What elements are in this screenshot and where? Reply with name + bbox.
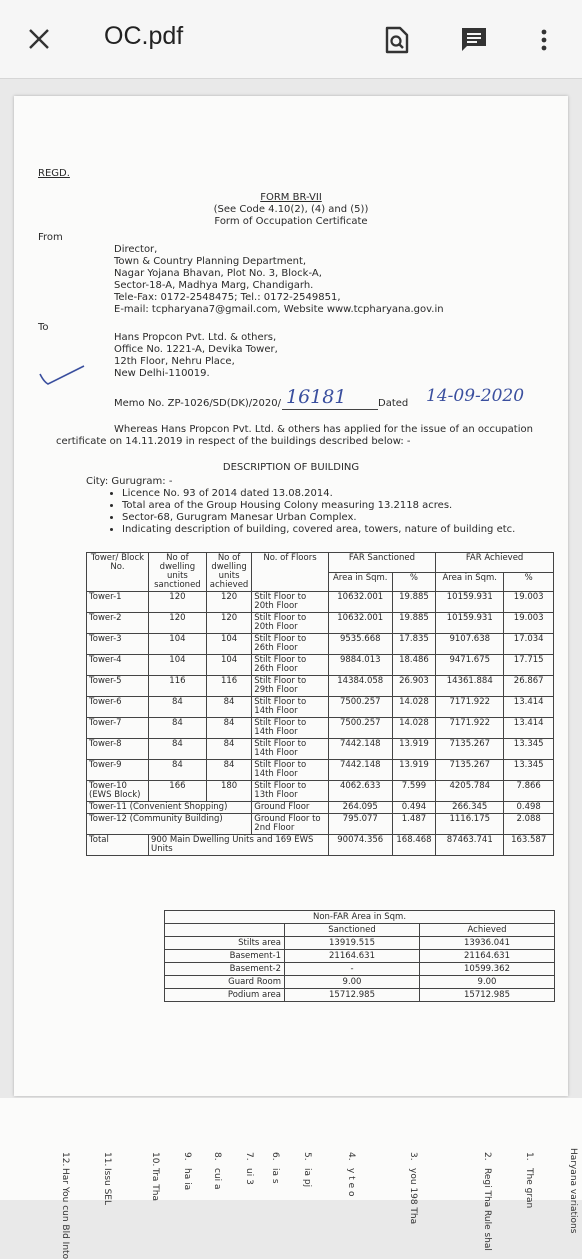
cell-far-sanctioned-area: 10632.001 <box>328 592 392 613</box>
table-row <box>87 634 554 655</box>
cell-floors: Stilt Floor to 13th Floor <box>252 781 328 802</box>
cell-far-achieved-pct: 13.345 <box>504 739 554 760</box>
cell-units-achieved: 120 <box>206 613 251 634</box>
non-far-sanctioned: 13919.515 <box>285 937 420 950</box>
list-number: 2. <box>482 1152 492 1161</box>
list-text: ui 3 <box>244 1168 254 1185</box>
non-far-achieved: 21164.631 <box>420 950 555 963</box>
far-table <box>86 552 554 856</box>
non-far-sanctioned: 9.00 <box>285 976 420 989</box>
memo-number-handwritten: 16181 <box>286 386 347 408</box>
cell-tower: Tower-4 <box>87 655 149 676</box>
list-text: Regi Tha Rule shal <box>482 1168 492 1251</box>
non-far-sanctioned: 21164.631 <box>285 950 420 963</box>
cell-far-achieved-area: 7135.267 <box>436 739 504 760</box>
header-pct: % <box>392 572 435 592</box>
table-row <box>165 937 555 950</box>
list-number: 8. <box>212 1152 222 1161</box>
table-row <box>87 676 554 697</box>
non-far-sanctioned: 15712.985 <box>285 989 420 1002</box>
cell-far-achieved-pct: 7.866 <box>504 781 554 802</box>
cell-units-achieved: 84 <box>206 760 251 781</box>
table-row <box>87 760 554 781</box>
table-row <box>165 989 555 1002</box>
cell-floors: Stilt Floor to 20th Floor <box>252 592 328 613</box>
cell-far-sanctioned-area: 795.077 <box>328 814 392 835</box>
cell-far-achieved-area: 7135.267 <box>436 760 504 781</box>
cell-tower: Tower-9 <box>87 760 149 781</box>
cell-far-sanctioned-pct: 13.919 <box>392 760 435 781</box>
header-area: Area in Sqm. <box>328 572 392 592</box>
cell-far-achieved-area: 7171.922 <box>436 697 504 718</box>
to-line: Hans Propcon Pvt. Ltd. & others, <box>114 332 277 343</box>
to-line: 12th Floor, Nehru Place, <box>114 356 235 367</box>
from-line: Town & Country Planning Department, <box>114 256 307 267</box>
cell-far-sanctioned-pct: 19.885 <box>392 613 435 634</box>
from-line: Sector-18-A, Madhya Marg, Chandigarh. <box>114 280 314 291</box>
next-pdf-page[interactable] <box>0 1098 582 1259</box>
table-row <box>87 718 554 739</box>
cell-tower: Tower-11 (Convenient Shopping) <box>87 802 252 814</box>
cell-far-achieved-area: 4205.784 <box>436 781 504 802</box>
more-vertical-icon[interactable] <box>536 28 552 52</box>
form-code: (See Code 4.10(2), (4) and (5)) <box>213 204 369 215</box>
list-number: 4. <box>346 1152 356 1161</box>
file-name: OC.pdf <box>104 22 184 50</box>
non-far-label: Basement-1 <box>165 950 285 963</box>
bullet-item: • Total area of the Group Housing Colony measuring 13.2118 acres. <box>122 500 515 512</box>
cell-units-sanctioned: 166 <box>148 781 206 802</box>
regd-label: REGD. <box>38 168 70 179</box>
list-number: 12. <box>60 1152 70 1167</box>
list-text: Issu SEL <box>102 1168 112 1206</box>
non-far-achieved: 10599.362 <box>420 963 555 976</box>
non-far-achieved: 13936.041 <box>420 937 555 950</box>
cell-floors: Stilt Floor to 26th Floor <box>252 655 328 676</box>
description-bullets <box>104 488 515 536</box>
cell-far-sanctioned-pct: 1.487 <box>392 814 435 835</box>
cell-far-sanctioned-pct: 14.028 <box>392 718 435 739</box>
list-text: you 198 Tha <box>408 1168 418 1225</box>
to-line: Office No. 1221-A, Devika Tower, <box>114 344 278 355</box>
cell-tower: Tower-8 <box>87 739 149 760</box>
cell-far-sanctioned-pct: 17.835 <box>392 634 435 655</box>
cell-units-achieved: 104 <box>206 655 251 676</box>
cell-far-achieved-pct: 13.414 <box>504 718 554 739</box>
cell-floors: Stilt Floor to 14th Floor <box>252 760 328 781</box>
cell-units-sanctioned: 84 <box>148 697 206 718</box>
table-row <box>87 802 554 814</box>
cell-far-sanctioned-pct: 18.486 <box>392 655 435 676</box>
cell-far-sanctioned-area: 14384.058 <box>328 676 392 697</box>
cell-far-sanctioned-pct: 7.599 <box>392 781 435 802</box>
dated-label: Dated <box>378 398 409 409</box>
cell-far-achieved-area: 14361.884 <box>436 676 504 697</box>
list-number: 7. <box>244 1152 254 1161</box>
cell-far-achieved-pct: 19.003 <box>504 592 554 613</box>
form-title: FORM BR-VII <box>260 192 322 203</box>
cell-far-sanctioned-pct: 168.468 <box>392 835 435 856</box>
cell-total-label: Total <box>87 835 149 856</box>
cell-far-achieved-area: 266.345 <box>436 802 504 814</box>
non-far-sanctioned-header: Sanctioned <box>285 924 420 937</box>
cell-far-achieved-area: 9107.638 <box>436 634 504 655</box>
next-page-header: Haryana variations <box>568 1148 578 1234</box>
cell-units-sanctioned: 84 <box>148 739 206 760</box>
cell-far-achieved-pct: 17.715 <box>504 655 554 676</box>
non-far-label: Stilts area <box>165 937 285 950</box>
comment-icon[interactable] <box>460 26 488 54</box>
list-text: Tra Tha <box>150 1168 160 1201</box>
cell-units-sanctioned: 104 <box>148 655 206 676</box>
from-line: Tele-Fax: 0172-2548475; Tel.: 0172-2549851, <box>114 292 341 303</box>
table-row <box>87 697 554 718</box>
list-text: ia s <box>270 1168 280 1184</box>
cell-floors: Stilt Floor to 14th Floor <box>252 697 328 718</box>
table-row <box>165 976 555 989</box>
table-row <box>165 963 555 976</box>
cell-tower: Tower-2 <box>87 613 149 634</box>
list-number: 11. <box>102 1152 112 1167</box>
header-units-sanctioned: No of dwelling units sanctioned <box>148 553 206 592</box>
cell-units-achieved: 84 <box>206 718 251 739</box>
cell-far-achieved-area: 87463.741 <box>436 835 504 856</box>
memo-prefix: Memo No. ZP-1026/SD(DK)/2020/ <box>114 398 281 409</box>
list-number: 6. <box>270 1152 280 1161</box>
cell-floors: Stilt Floor to 14th Floor <box>252 739 328 760</box>
non-far-sanctioned: - <box>285 963 420 976</box>
cell-far-achieved-pct: 13.345 <box>504 760 554 781</box>
cell-far-achieved-pct: 17.034 <box>504 634 554 655</box>
pdf-page[interactable] <box>14 96 568 1096</box>
cell-units-achieved: 116 <box>206 676 251 697</box>
cell-far-achieved-pct: 26.867 <box>504 676 554 697</box>
non-far-label: Podium area <box>165 989 285 1002</box>
cell-units-sanctioned: 104 <box>148 634 206 655</box>
cell-far-achieved-area: 10159.931 <box>436 613 504 634</box>
header-far-achieved: FAR Achieved <box>436 553 554 573</box>
cell-far-achieved-pct: 13.414 <box>504 697 554 718</box>
cell-floors: Stilt Floor to 29th Floor <box>252 676 328 697</box>
list-text: y t e o <box>346 1168 356 1197</box>
cell-far-sanctioned-area: 4062.633 <box>328 781 392 802</box>
cell-far-sanctioned-area: 7500.257 <box>328 697 392 718</box>
non-far-label: Basement-2 <box>165 963 285 976</box>
description-heading: DESCRIPTION OF BUILDING <box>222 462 360 473</box>
cell-far-achieved-area: 1116.175 <box>436 814 504 835</box>
cell-far-sanctioned-area: 7442.148 <box>328 739 392 760</box>
cell-units-achieved: 84 <box>206 697 251 718</box>
list-text: ha ia <box>182 1168 192 1191</box>
cell-units-sanctioned: 84 <box>148 718 206 739</box>
non-far-achieved-header: Achieved <box>420 924 555 937</box>
cell-floors: Ground Floor <box>252 802 328 814</box>
from-line: E-mail: tcpharyana7@gmail.com, Website www.tcpharyana.gov.in <box>114 304 444 315</box>
cell-units-achieved: 120 <box>206 592 251 613</box>
cell-units-sanctioned: 84 <box>148 760 206 781</box>
table-row <box>87 613 554 634</box>
list-text: cui a <box>212 1168 222 1190</box>
cell-floors: Stilt Floor to 14th Floor <box>252 718 328 739</box>
cell-tower: Tower-7 <box>87 718 149 739</box>
non-far-achieved: 9.00 <box>420 976 555 989</box>
cell-far-achieved-area: 10159.931 <box>436 592 504 613</box>
cell-far-sanctioned-area: 10632.001 <box>328 613 392 634</box>
cell-far-achieved-pct: 163.587 <box>504 835 554 856</box>
tower-rows <box>87 592 554 856</box>
header-units-achieved: No of dwelling units achieved <box>206 553 251 592</box>
header-area: Area in Sqm. <box>436 572 504 592</box>
cell-tower: Tower-12 (Community Building) <box>87 814 252 835</box>
cell-units-sanctioned: 116 <box>148 676 206 697</box>
find-in-page-icon[interactable] <box>384 26 410 54</box>
list-number: 1. <box>524 1152 534 1161</box>
cell-units-sanctioned: 120 <box>148 613 206 634</box>
table-row <box>87 781 554 802</box>
cell-tower: Tower-3 <box>87 634 149 655</box>
list-number: 9. <box>182 1152 192 1161</box>
header-far-sanctioned: FAR Sanctioned <box>328 553 435 573</box>
table-row <box>165 950 555 963</box>
non-far-title: Non-FAR Area in Sqm. <box>165 911 555 924</box>
cell-far-achieved-area: 7171.922 <box>436 718 504 739</box>
cell-far-achieved-area: 9471.675 <box>436 655 504 676</box>
non-far-table <box>164 910 555 1002</box>
cell-floors: Stilt Floor to 26th Floor <box>252 634 328 655</box>
non-far-label: Guard Room <box>165 976 285 989</box>
cell-far-sanctioned-pct: 14.028 <box>392 697 435 718</box>
header-pct: % <box>504 572 554 592</box>
non-far-empty-header <box>165 924 285 937</box>
cell-far-sanctioned-area: 9884.013 <box>328 655 392 676</box>
table-row <box>87 739 554 760</box>
form-name: Form of Occupation Certificate <box>214 216 368 227</box>
list-text: ia pj <box>302 1168 312 1188</box>
list-number: 10. <box>150 1152 160 1167</box>
cell-far-achieved-pct: 19.003 <box>504 613 554 634</box>
cell-units-sanctioned: 120 <box>148 592 206 613</box>
cell-far-sanctioned-area: 90074.356 <box>328 835 392 856</box>
table-row-total <box>87 835 554 856</box>
list-number: 3. <box>408 1152 418 1161</box>
cell-units-achieved: 104 <box>206 634 251 655</box>
cell-far-sanctioned-area: 264.095 <box>328 802 392 814</box>
cell-far-achieved-pct: 2.088 <box>504 814 554 835</box>
table-row <box>87 814 554 835</box>
cell-floors: Ground Floor to 2nd Floor <box>252 814 328 835</box>
cell-total-units: 900 Main Dwelling Units and 169 EWS Units <box>148 835 328 856</box>
cell-tower: Tower-1 <box>87 592 149 613</box>
header-floors: No. of Floors <box>252 553 328 592</box>
cell-tower: Tower-5 <box>87 676 149 697</box>
header-tower: Tower/ Block No. <box>87 553 149 592</box>
cell-tower: Tower-10 (EWS Block) <box>87 781 149 802</box>
from-line: Director, <box>114 244 158 255</box>
from-label: From <box>38 232 63 243</box>
cell-far-sanctioned-pct: 19.885 <box>392 592 435 613</box>
cell-far-sanctioned-pct: 13.919 <box>392 739 435 760</box>
bullet-item: • Licence No. 93 of 2014 dated 13.08.2014. <box>122 488 515 500</box>
cell-far-sanctioned-pct: 26.903 <box>392 676 435 697</box>
memo-underline <box>282 409 378 410</box>
bullet-item: • Sector-68, Gurugram Manesar Urban Complex. <box>122 512 515 524</box>
cell-far-achieved-pct: 0.498 <box>504 802 554 814</box>
bullet-item: • Indicating description of building, covered area, towers, nature of building etc. <box>122 524 515 536</box>
cell-tower: Tower-6 <box>87 697 149 718</box>
cell-units-achieved: 84 <box>206 739 251 760</box>
table-row <box>87 592 554 613</box>
list-text: Har You cun Bld Into <box>60 1168 70 1259</box>
list-number: 5. <box>302 1152 312 1161</box>
close-icon[interactable] <box>26 26 52 52</box>
to-label: To <box>38 322 49 333</box>
app-bar <box>0 0 582 79</box>
from-line: Nagar Yojana Bhavan, Plot No. 3, Block-A, <box>114 268 322 279</box>
cell-far-sanctioned-area: 7500.257 <box>328 718 392 739</box>
non-far-achieved: 15712.985 <box>420 989 555 1002</box>
tick-mark-icon <box>36 364 88 388</box>
cell-far-sanctioned-area: 9535.668 <box>328 634 392 655</box>
city-line: City: Gurugram: - <box>86 476 173 487</box>
cell-floors: Stilt Floor to 20th Floor <box>252 613 328 634</box>
date-handwritten: 14-09-2020 <box>426 386 525 406</box>
table-row <box>87 655 554 676</box>
paragraph-line: certificate on 14.11.2019 in respect of the buildings described below: - <box>56 436 411 447</box>
paragraph-line: Whereas Hans Propcon Pvt. Ltd. & others has applied for the issue of an occupation <box>114 424 533 435</box>
cell-far-sanctioned-area: 7442.148 <box>328 760 392 781</box>
list-text: The gran <box>524 1168 534 1209</box>
cell-units-achieved: 180 <box>206 781 251 802</box>
cell-far-sanctioned-pct: 0.494 <box>392 802 435 814</box>
to-line: New Delhi-110019. <box>114 368 210 379</box>
